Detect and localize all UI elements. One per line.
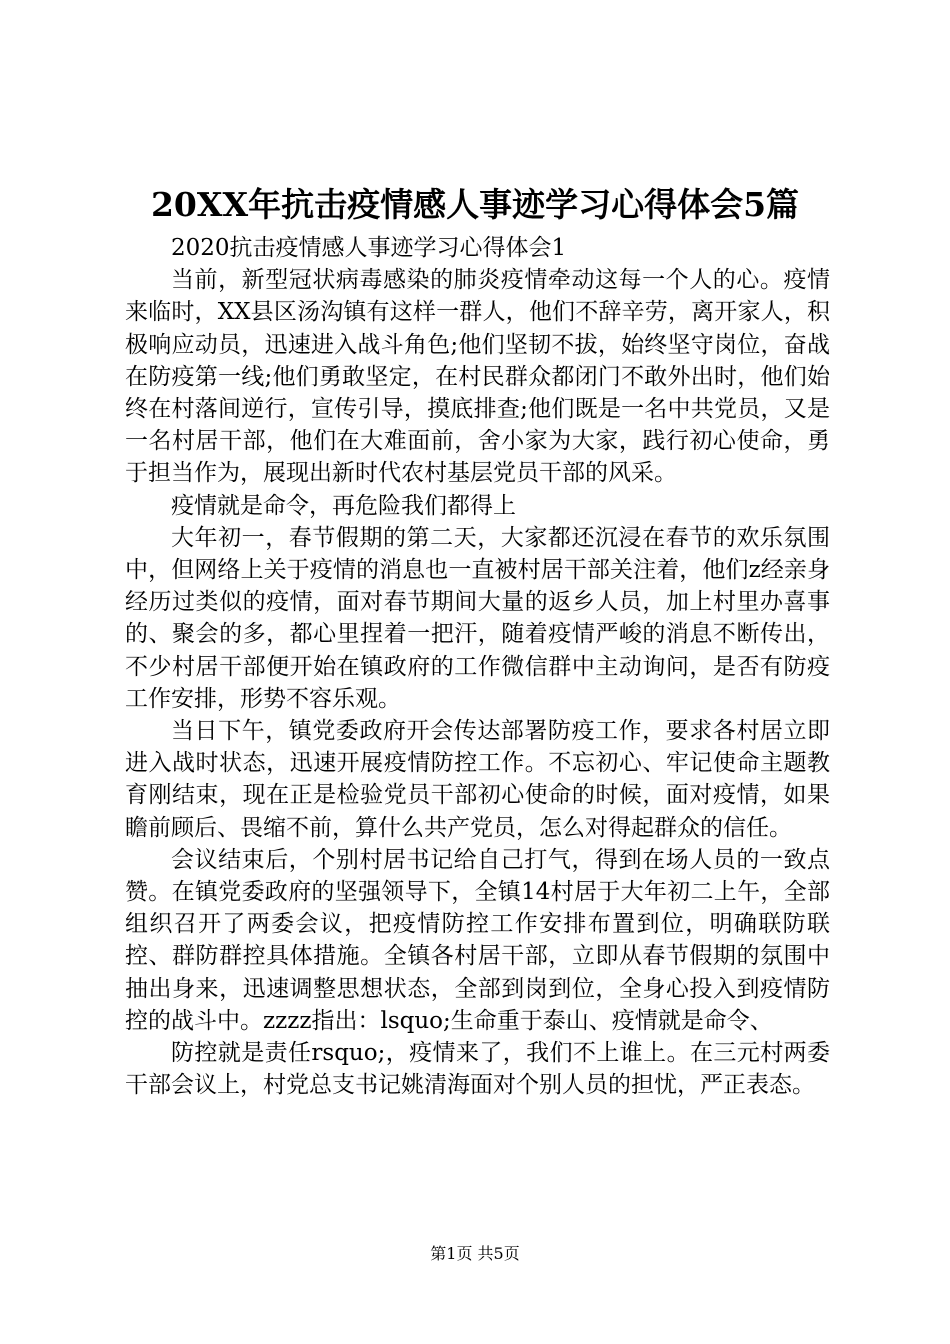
paragraph-heading: 疫情就是命令，再危险我们都得上 [171, 492, 516, 519]
paragraph: 当前，新型冠状病毒感染的肺炎疫情牵动这每一个人的心。疫情来临时，XX县区汤沟镇有这样一群人，他们不辞辛劳，离开家人，积极响应动员，迅速进入战斗角色;他们坚韧不拔，始终坚守岗位，奋战在防疫第一线;他们勇敢坚定，在村民群众都闭门不敢外出时，他们始终在村落间逆行，宣传引导，摸底排查;他们既是一名中共党员，又是一名村居干部，他们在大难面前，舍小家为大家，践行初心使命，勇于担当作为，展现出新时代农村基层党员干部的风采。 [125, 267, 830, 487]
document-body [125, 232, 830, 1101]
paragraph: 当日下午，镇党委政府开会传达部署防疫工作，要求各村居立即进入战时状态，迅速开展疫情防控工作。不忘初心、牢记使命主题教育刚结束，现在正是检验党员干部初心使命的时候，面对疫情，如果瞻前顾后、畏缩不前，算什么共产党员，怎么对得起群众的信任。 [125, 718, 830, 841]
paragraph: 大年初一，春节假期的第二天，大家都还沉浸在春节的欢乐氛围中，但网络上关于疫情的消息也一直被村居干部关注着，他们z经亲身经历过类似的疫情，面对春节期间大量的返乡人员，加上村里办喜事的、聚会的多，都心里捏着一把汗，随着疫情严峻的消息不断传出，不少村居干部便开始在镇政府的工作微信群中主动询问，是否有防疫工作安排，形势不容乐观。 [125, 524, 830, 712]
paragraph: 防控就是责任rsquo;，疫情来了，我们不上谁上。在三元村两委干部会议上，村党总支书记姚清海面对个别人员的担忧，严正表态。 [125, 1040, 830, 1099]
document-title: 20XX年抗击疫情感人事迹学习心得体会5篇 [150, 185, 800, 224]
paragraph: 会议结束后，个别村居书记给自己打气，得到在场人员的一致点赞。在镇党委政府的坚强领导下，全镇14村居于大年初二上午，全部组织召开了两委会议，把疫情防控工作安排布置到位，明确联防联控、群防群控具体措施。全镇各村居干部，立即从春节假期的氛围中抽出身来，迅速调整思想状态，全部到岗到位，全身心投入到疫情防控的战斗中。zzzz指出：lsquo;生命重于泰山、疫情就是命令、 [125, 846, 830, 1034]
paragraph-subtitle: 2020抗击疫情感人事迹学习心得体会1 [171, 235, 567, 261]
page-footer: 第1页 共5页 [430, 1244, 520, 1263]
